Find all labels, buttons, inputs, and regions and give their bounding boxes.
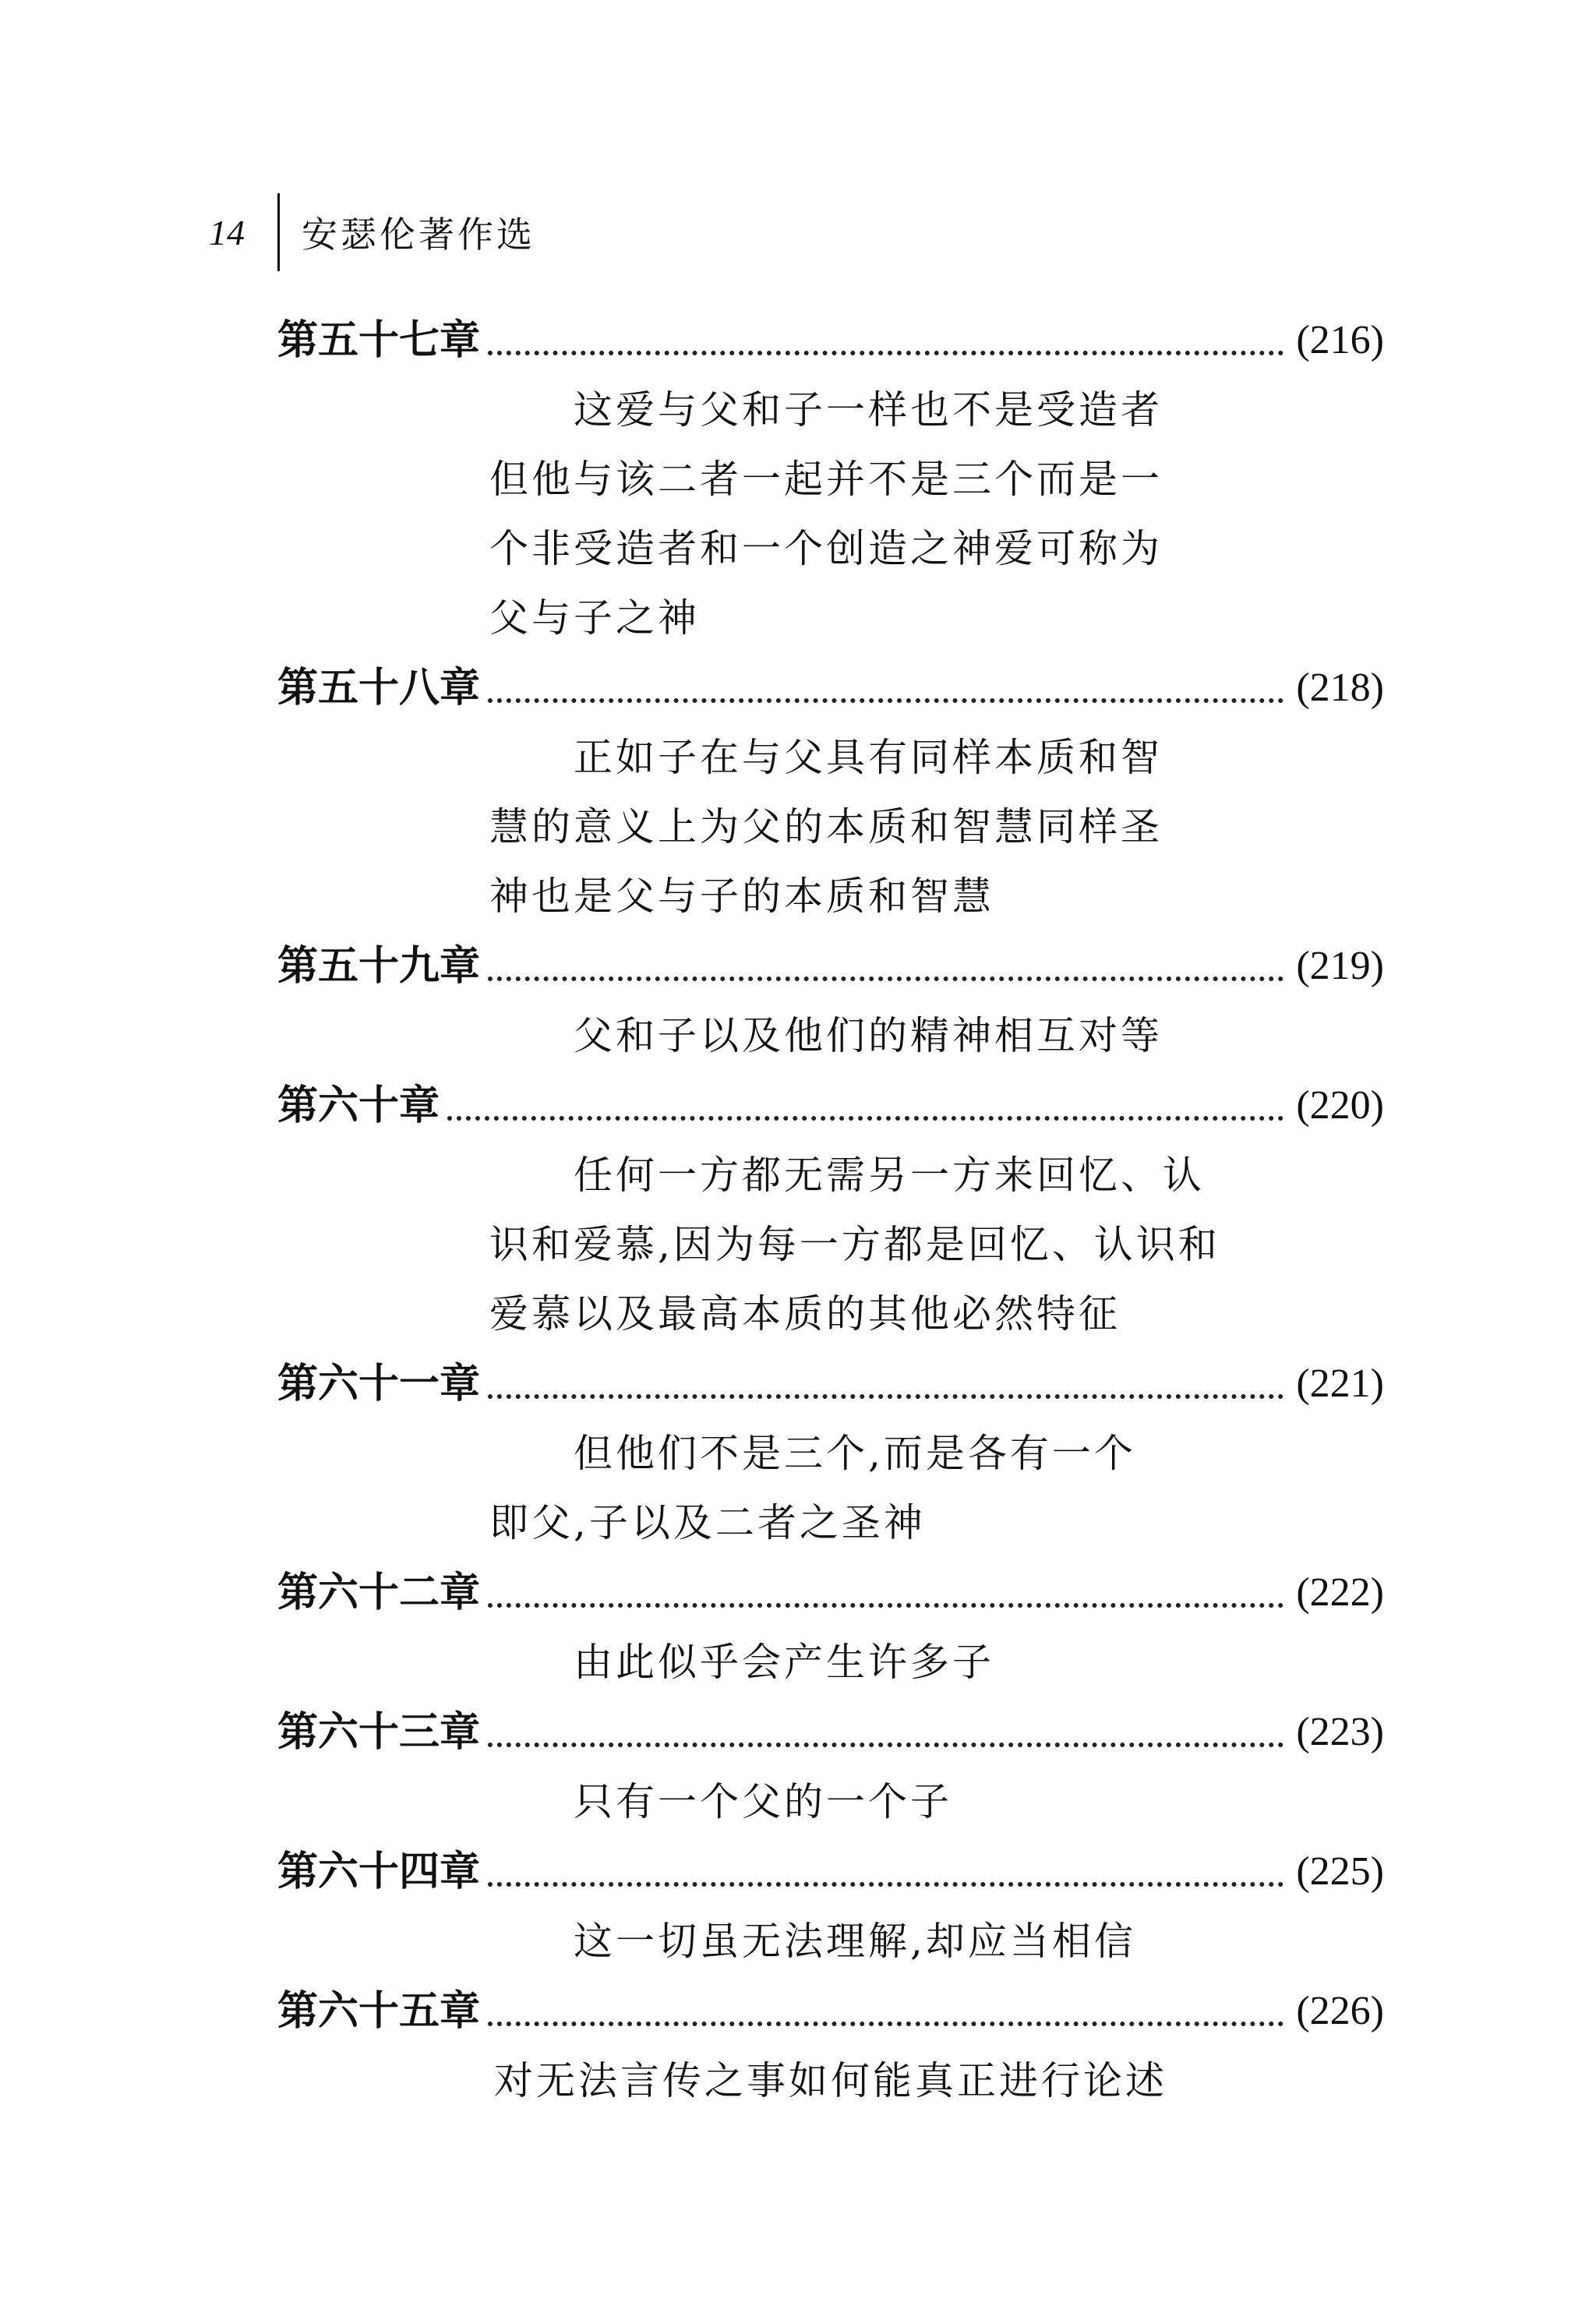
- running-header: [209, 193, 535, 271]
- subtitle-line: 只有一个父的一个子: [574, 1779, 952, 1824]
- toc-entry-row: [277, 1976, 1384, 2046]
- dot-leader: [488, 976, 1284, 981]
- subtitle-line: 即父,子以及二者之圣神: [489, 1500, 926, 1545]
- toc-entry: [277, 1558, 1384, 1697]
- chapter-page-number: (219): [1296, 944, 1384, 988]
- toc-entry-row: [277, 931, 1384, 1001]
- toc-entry-row: [277, 305, 1384, 376]
- chapter-title: 第六十二章: [277, 1570, 481, 1616]
- subtitle-line: 慧的意义上为父的本质和智慧同样圣: [489, 804, 1163, 849]
- chapter-subtitle: [489, 1141, 1269, 1349]
- chapter-page-number: (221): [1296, 1361, 1384, 1406]
- chapter-page-number: (225): [1296, 1849, 1384, 1894]
- toc-entry: [277, 305, 1384, 653]
- subtitle-line: 任何一方都无需另一方来回忆、认: [574, 1153, 1205, 1198]
- chapter-page-number: (222): [1296, 1570, 1384, 1615]
- dot-leader: [488, 1882, 1284, 1887]
- chapter-page-number: (220): [1296, 1083, 1384, 1128]
- toc-entry: [277, 1837, 1384, 1976]
- toc-entry-row: [277, 1837, 1384, 1907]
- subtitle-line: 但他与该二者一起并不是三个而是一: [489, 457, 1163, 502]
- chapter-title: 第五十七章: [277, 317, 481, 364]
- subtitle-line: 对无法言传之事如何能真正进行论述: [494, 2058, 1167, 2103]
- toc-entry-row: [277, 653, 1384, 723]
- subtitle-line: 这一切虽无法理解,却应当相信: [574, 1919, 1136, 1964]
- subtitle-line: 识和爱慕,因为每一方都是回忆、认识和: [489, 1222, 1220, 1267]
- chapter-page-number: (223): [1296, 1710, 1384, 1754]
- chapter-title: 第五十八章: [277, 665, 481, 712]
- chapter-subtitle: [277, 2046, 1384, 2116]
- chapter-subtitle: [489, 1419, 1269, 1558]
- subtitle-line: 父和子以及他们的精神相互对等: [574, 1013, 1163, 1058]
- subtitle-line: 但他们不是三个,而是各有一个: [574, 1431, 1136, 1476]
- toc-entry-row: [277, 1071, 1384, 1141]
- toc-entry: [277, 1071, 1384, 1349]
- dot-leader: [488, 1603, 1284, 1608]
- toc-entry-row: [277, 1349, 1384, 1419]
- subtitle-line: 父与子之神: [489, 595, 700, 641]
- toc-entry: [277, 653, 1384, 931]
- chapter-subtitle: [489, 1001, 1269, 1071]
- chapter-page-number: (218): [1296, 666, 1384, 710]
- dot-leader: [488, 698, 1284, 703]
- chapter-title: 第六十五章: [277, 1988, 481, 2035]
- toc-entry-row: [277, 1558, 1384, 1628]
- chapter-subtitle: [489, 1907, 1269, 1976]
- dot-leader: [488, 1743, 1284, 1747]
- dot-leader: [447, 1116, 1284, 1121]
- toc-entry-row: [277, 1697, 1384, 1767]
- subtitle-line: 爱慕以及最高本质的其他必然特征: [489, 1291, 1121, 1337]
- subtitle-line: 神也是父与子的本质和智慧: [489, 874, 994, 919]
- book-title: 安瑟伦著作选: [302, 214, 535, 256]
- subtitle-line: 这爱与父和子一样也不是受造者: [574, 387, 1163, 433]
- chapter-subtitle: [489, 1628, 1269, 1697]
- chapter-subtitle: [489, 723, 1269, 931]
- toc-entry: [277, 1349, 1384, 1558]
- subtitle-line: 由此似乎会产生许多子: [574, 1640, 994, 1685]
- subtitle-line: 正如子在与父具有同样本质和智: [574, 735, 1163, 780]
- chapter-title: 第五十九章: [277, 943, 481, 990]
- dot-leader: [488, 2022, 1284, 2026]
- dot-leader: [488, 1394, 1284, 1399]
- dot-leader: [488, 351, 1284, 355]
- chapter-title: 第六十章: [277, 1082, 440, 1129]
- chapter-page-number: (226): [1296, 1989, 1384, 2033]
- chapter-subtitle: [489, 1767, 1269, 1837]
- chapter-title: 第六十四章: [277, 1849, 481, 1895]
- chapter-page-number: (216): [1296, 318, 1384, 362]
- header-divider: [277, 193, 280, 271]
- table-of-contents: [277, 305, 1384, 2116]
- chapter-subtitle: [489, 376, 1269, 653]
- chapter-title: 第六十三章: [277, 1709, 481, 1756]
- page-number: 14: [209, 212, 245, 252]
- subtitle-line: 个非受造者和一个创造之神爱可称为: [489, 526, 1163, 571]
- chapter-title: 第六十一章: [277, 1361, 481, 1407]
- toc-entry: [277, 1697, 1384, 1837]
- toc-entry: [277, 931, 1384, 1071]
- toc-entry: [277, 1976, 1384, 2116]
